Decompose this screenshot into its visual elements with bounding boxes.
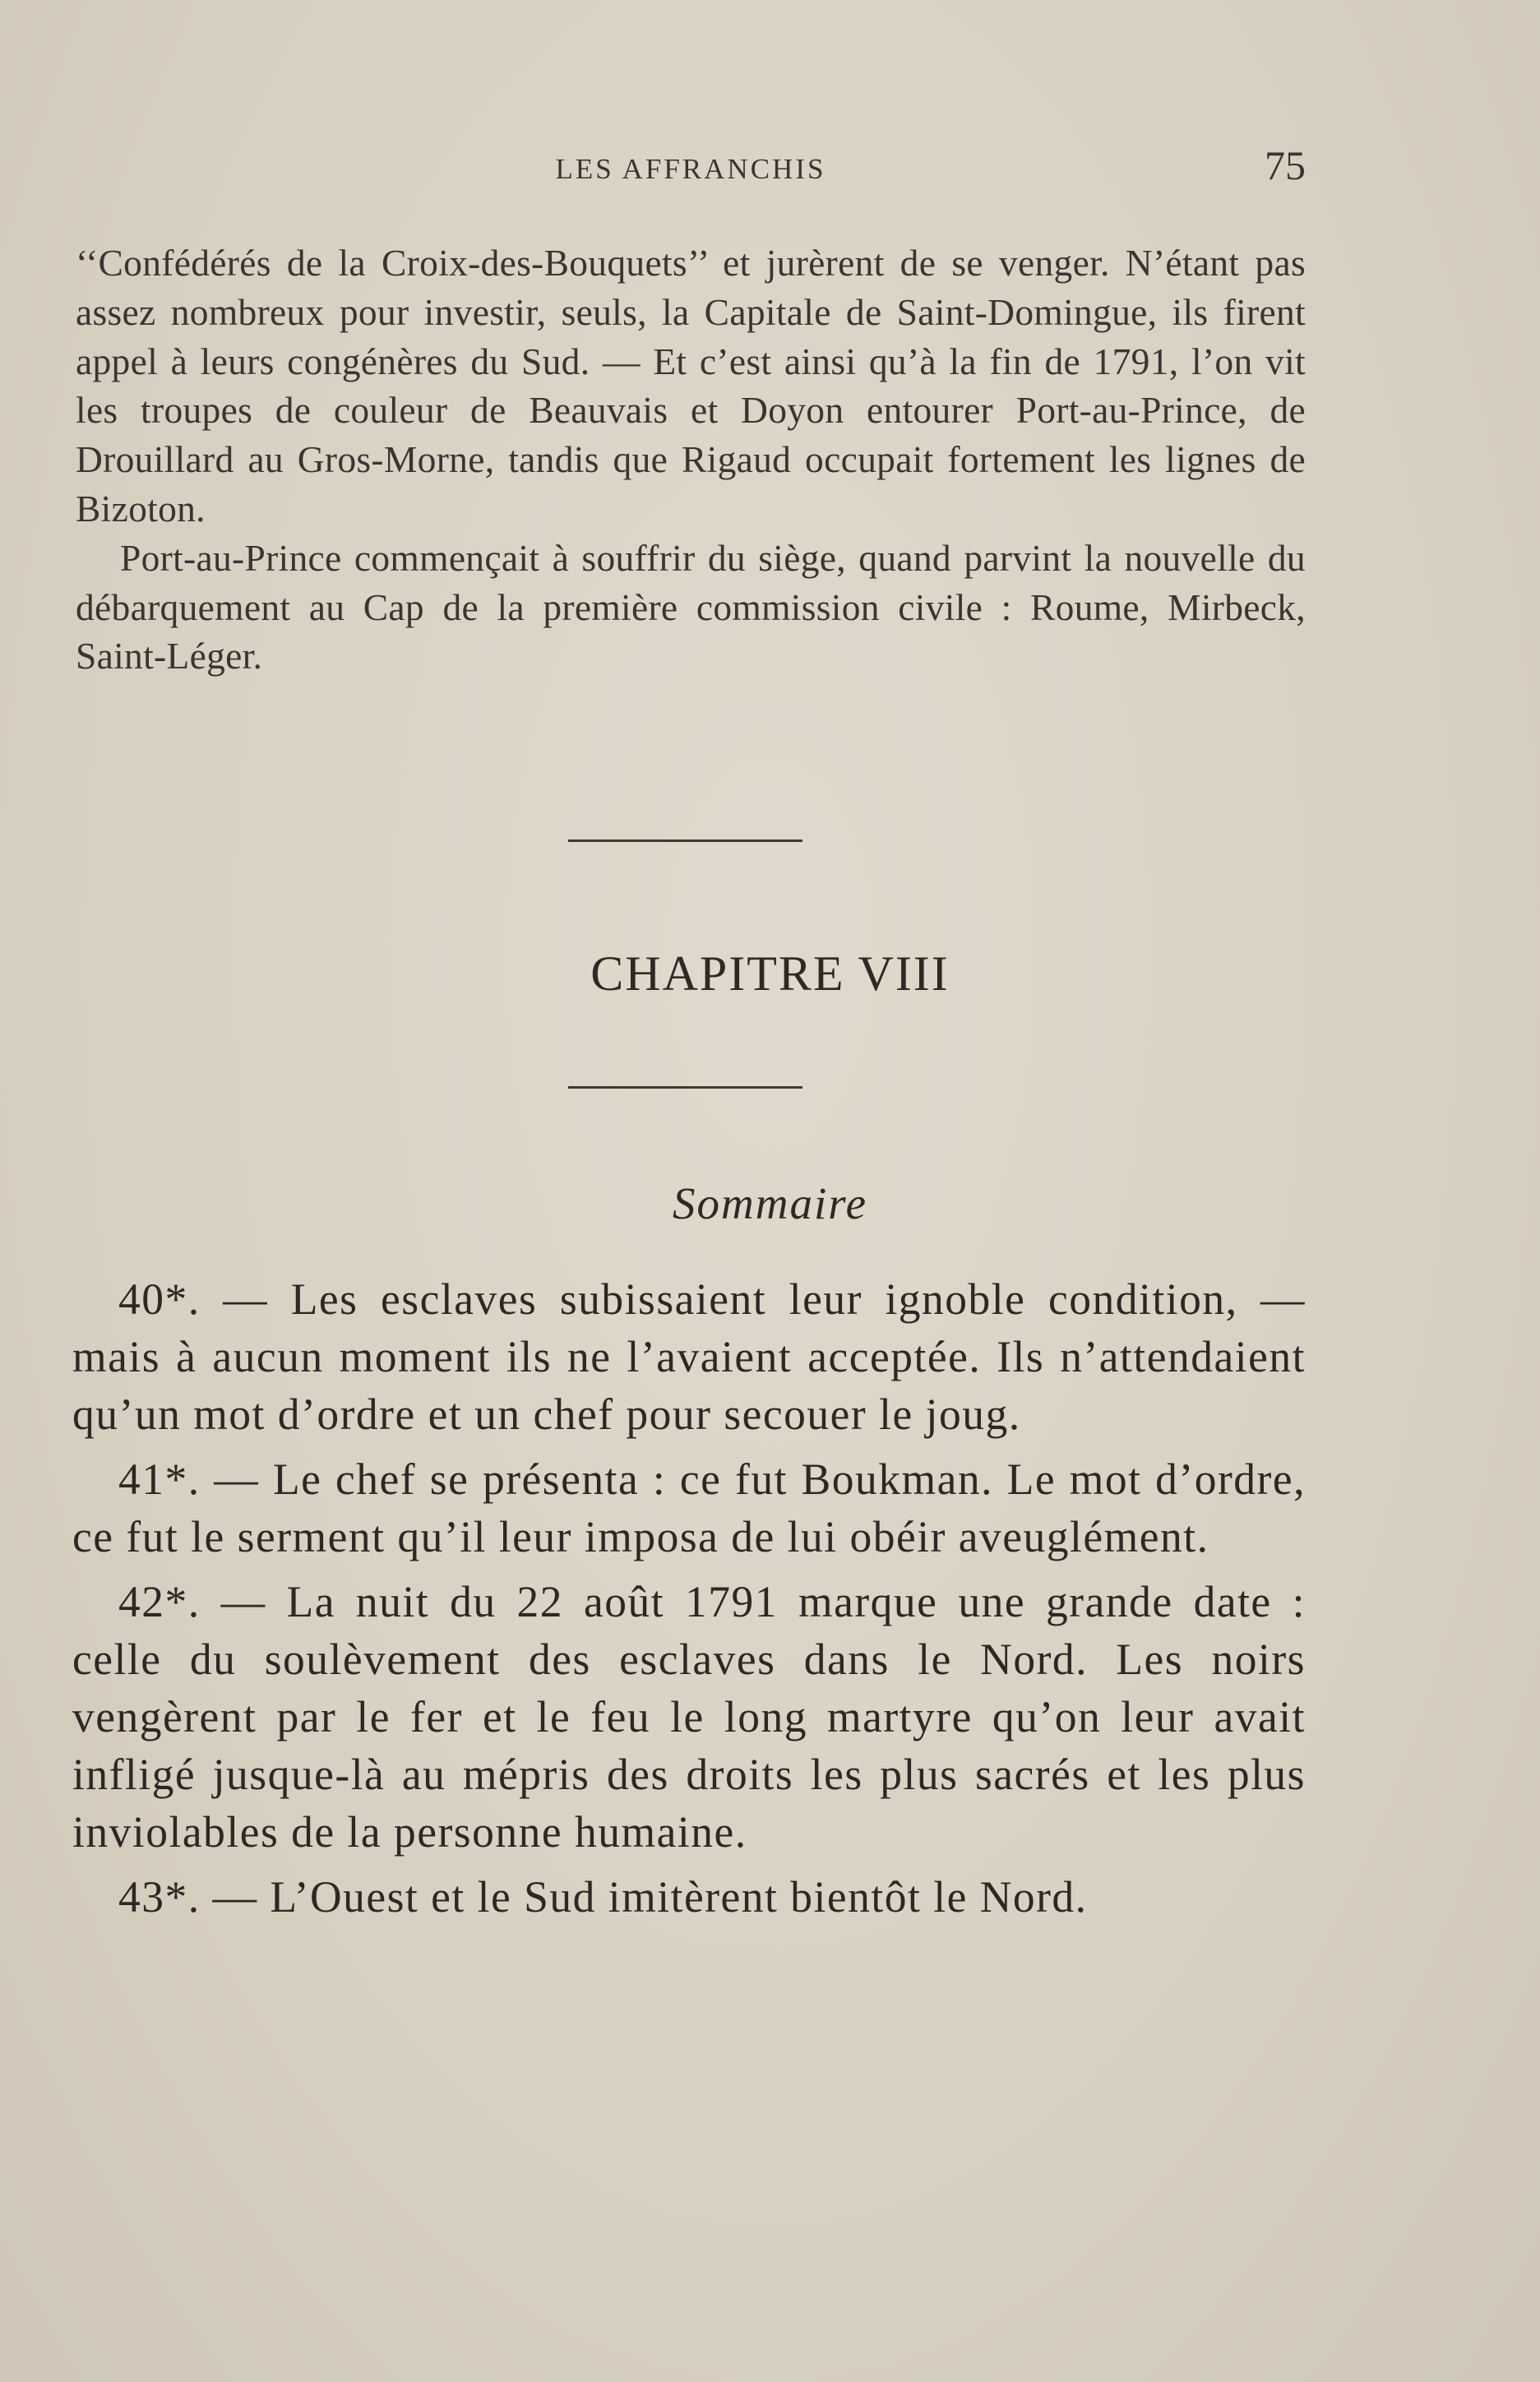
paragraph: ‘‘Confédérés de la Croix-des-Bouquets’’ et jurèrent de se venger. N’étant pas assez nombreux pour investir, seuls, la Capitale de Saint-Domingue, ils firent appel à leurs congénères du Sud. — Et c’est ainsi qu’à la fin de 1791, l’on vit les troupes de couleur de Beauvais et Doyon entourer Port-au-Prince, de Drouillard au Gros-Morne, tandis que Rigaud occupait fortement les lignes de Bizoton. xyxy=(76,242,1306,530)
summary-item: 43*. — L’Ouest et le Sud imitèrent bientôt le Nord. xyxy=(118,1872,1088,1922)
summary-item: 40*. — Les esclaves subissaient leur ignoble condition, — mais à aucun moment ils ne l’avaient acceptée. Ils n’attendaient qu’un mot d’ordre et un chef pour secouer le joug. xyxy=(72,1274,1306,1439)
page-number: 75 xyxy=(1265,142,1306,188)
summary-heading: Sommaire xyxy=(673,1178,867,1228)
continued-text xyxy=(76,238,1306,681)
divider-rule xyxy=(568,839,802,842)
chapter-title: CHAPITRE VIII xyxy=(590,946,950,1001)
running-header xyxy=(76,141,1306,191)
paragraph: Port-au-Prince commençait à souffrir du siège, quand parvint la nouvelle du débarquement au Cap de la première commission civile : Roume, Mirbeck, Saint-Léger. xyxy=(76,536,1306,678)
summary-list xyxy=(72,1270,1306,1933)
summary-item: 42*. — La nuit du 22 août 1791 marque une grande date : celle du soulèvement des esclaves dans le Nord. Les noirs vengèrent par le fer et le feu le long martyre qu’on leur avait infligé jusque-là au mépris des droits les plus sacrés et les plus inviolables de la personne humaine. xyxy=(72,1577,1306,1857)
running-title: LES AFFRANCHIS xyxy=(555,153,826,185)
summary-item: 41*. — Le chef se présenta : ce fut Boukman. Le mot d’ordre, ce fut le serment qu’il leur imposa de lui obéir aveuglément. xyxy=(72,1455,1306,1561)
divider-rule xyxy=(568,1086,802,1089)
